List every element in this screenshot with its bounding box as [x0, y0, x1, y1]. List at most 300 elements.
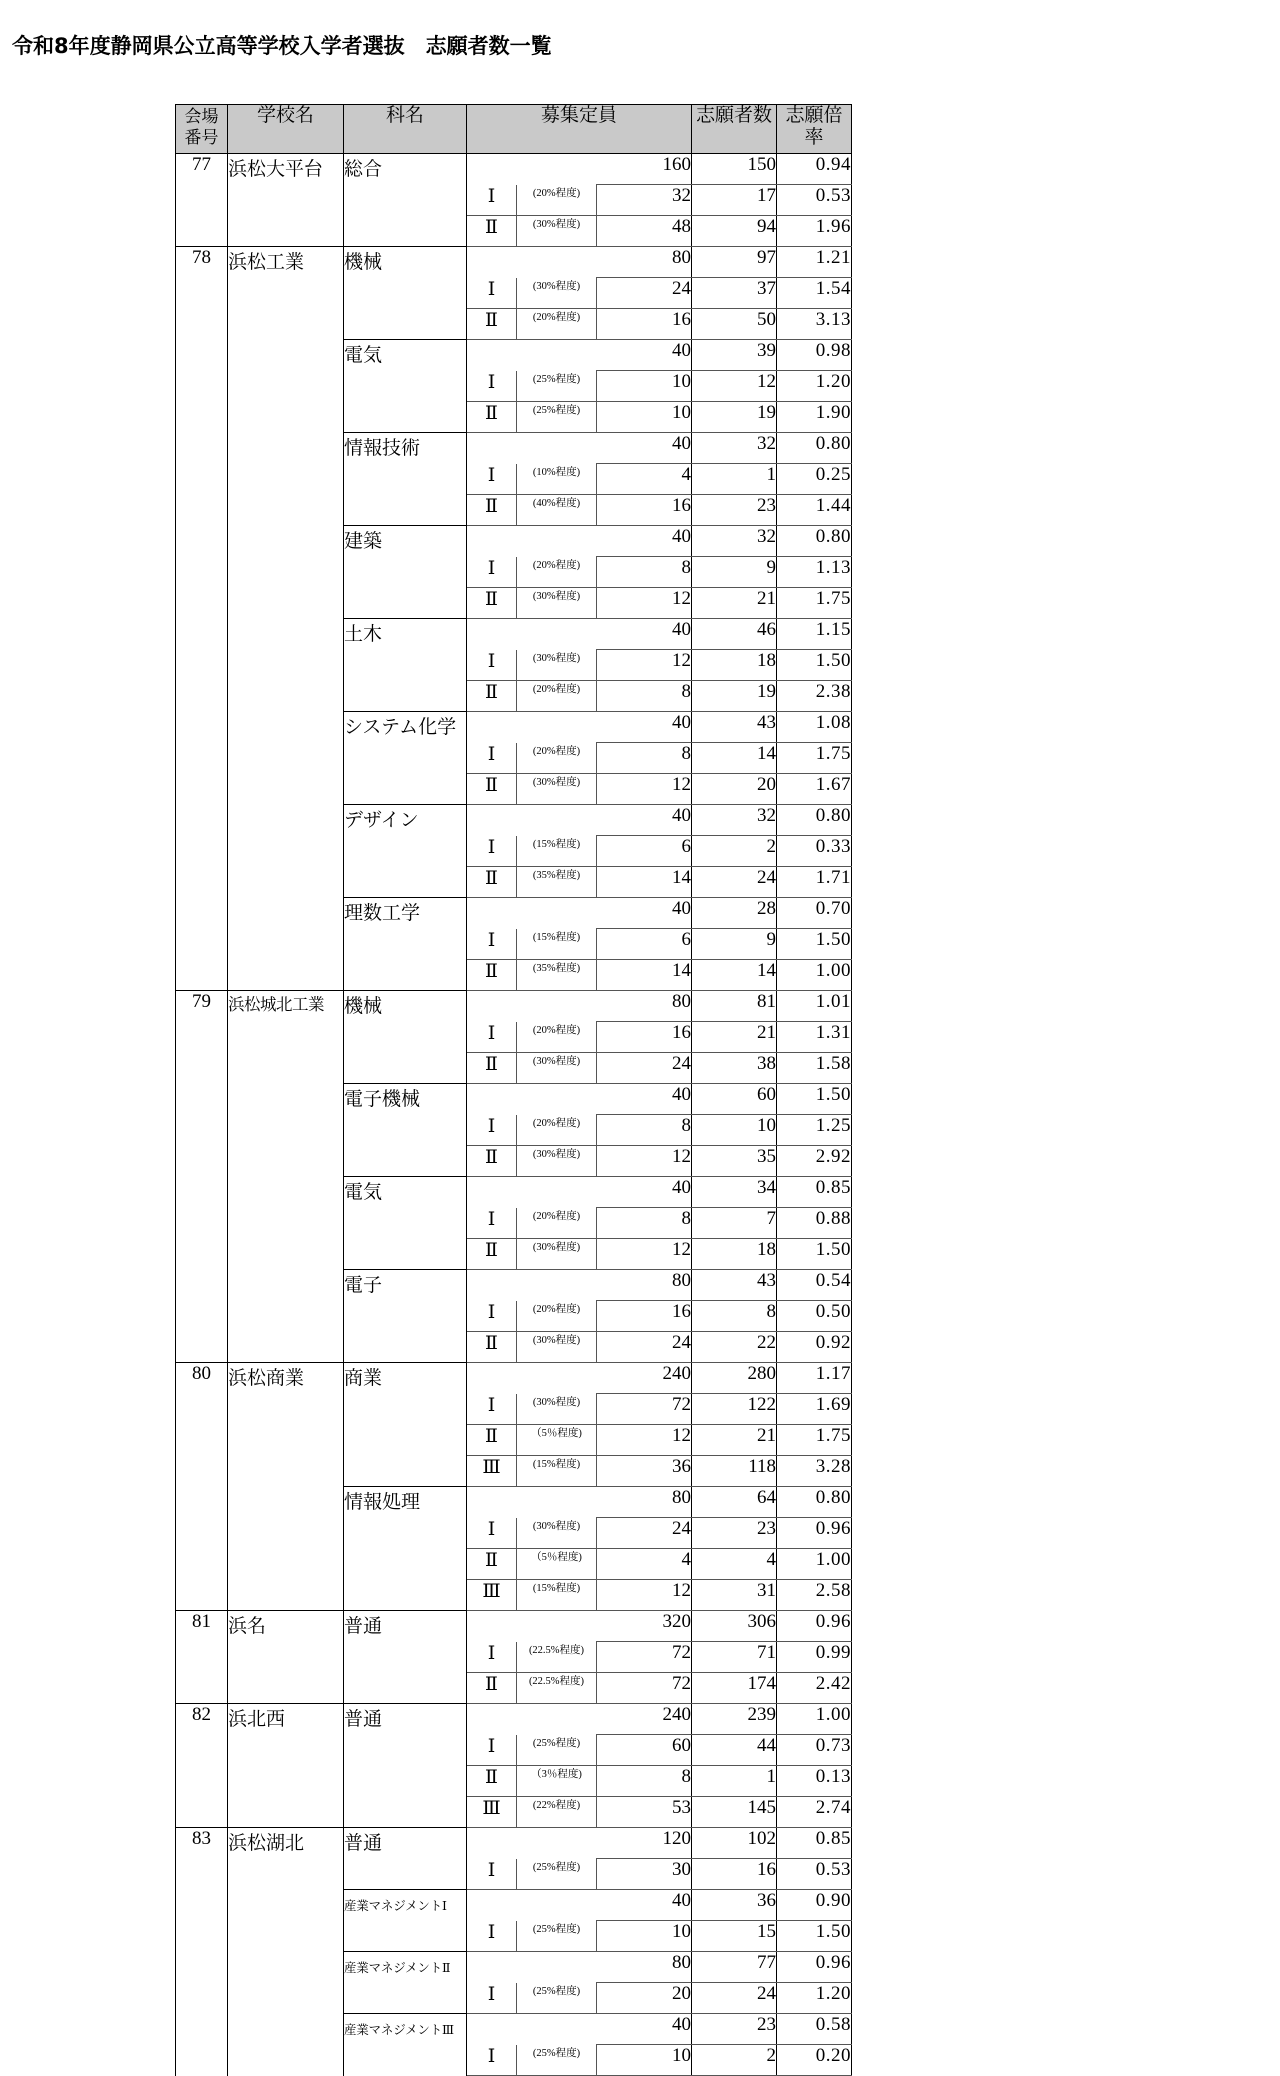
applicants-sub-value: 21	[692, 588, 777, 619]
table-row	[176, 991, 852, 1022]
quota-total-value: 80	[597, 1270, 692, 1301]
ratio-sub-value: 1.31	[777, 1022, 852, 1053]
department-name-cell: 土木	[344, 619, 467, 712]
ratio-sub-value: 1.44	[777, 495, 852, 526]
quota-label-blank	[467, 1611, 597, 1642]
venue-number-cell: 81	[176, 1611, 228, 1704]
applicants-sub-value: 71	[692, 1642, 777, 1673]
selection-percentage-note: (30%程度)	[517, 1239, 597, 1270]
quota-sub-value: 8	[597, 743, 692, 774]
quota-total-value: 240	[597, 1704, 692, 1735]
quota-total-value: 40	[597, 1177, 692, 1208]
table-row	[176, 154, 852, 185]
quota-total-value: 40	[597, 805, 692, 836]
selection-type-roman: Ⅰ	[467, 464, 517, 495]
applicants-total-value: 102	[692, 1828, 777, 1859]
table-row	[176, 247, 852, 278]
quota-sub-value: 8	[597, 557, 692, 588]
applicants-sub-value: 20	[692, 774, 777, 805]
ratio-sub-value: 1.20	[777, 1983, 852, 2014]
applicants-total-value: 39	[692, 340, 777, 371]
selection-type-roman: Ⅱ	[467, 867, 517, 898]
selection-percentage-note: (25%程度)	[517, 1921, 597, 1952]
quota-label-blank	[467, 154, 597, 185]
applicants-sub-value: 24	[692, 867, 777, 898]
selection-type-roman: Ⅰ	[467, 1642, 517, 1673]
quota-sub-value: 6	[597, 929, 692, 960]
selection-percentage-note: (20%程度)	[517, 309, 597, 340]
ratio-total-value: 0.70	[777, 898, 852, 929]
applicants-total-value: 46	[692, 619, 777, 650]
quota-sub-value: 36	[597, 1456, 692, 1487]
quota-sub-value: 8	[597, 1115, 692, 1146]
selection-type-roman: Ⅰ	[467, 1983, 517, 2014]
selection-type-roman: Ⅱ	[467, 1549, 517, 1580]
header-venue-line2: 番号	[184, 128, 219, 148]
department-name-cell: 普通	[344, 1704, 467, 1828]
ratio-sub-value: 0.96	[777, 1518, 852, 1549]
applicants-sub-value: 23	[692, 495, 777, 526]
quota-sub-value: 4	[597, 464, 692, 495]
quota-total-value: 240	[597, 1363, 692, 1394]
quota-sub-value: 72	[597, 1642, 692, 1673]
quota-total-value: 40	[597, 619, 692, 650]
department-name-cell: 情報技術	[344, 433, 467, 526]
selection-percentage-note: (10%程度)	[517, 464, 597, 495]
quota-sub-value: 12	[597, 1146, 692, 1177]
ratio-total-value: 1.08	[777, 712, 852, 743]
department-name-cell: 産業マネジメントⅢ	[344, 2014, 467, 2076]
header-ratio: 志願倍率	[777, 105, 852, 154]
ratio-sub-value: 1.67	[777, 774, 852, 805]
ratio-total-value: 0.80	[777, 526, 852, 557]
applicants-total-value: 81	[692, 991, 777, 1022]
selection-type-roman: Ⅱ	[467, 495, 517, 526]
selection-percentage-note: (15%程度)	[517, 929, 597, 960]
applicants-sub-value: 22	[692, 1332, 777, 1363]
ratio-sub-value: 1.69	[777, 1394, 852, 1425]
applicants-sub-value: 24	[692, 1983, 777, 2014]
selection-type-roman: Ⅲ	[467, 1456, 517, 1487]
ratio-sub-value: 0.99	[777, 1642, 852, 1673]
ratio-total-value: 1.00	[777, 1704, 852, 1735]
table-row	[176, 1611, 852, 1642]
selection-type-roman: Ⅰ	[467, 836, 517, 867]
quota-label-blank	[467, 1270, 597, 1301]
header-school-name: 学校名	[228, 105, 344, 154]
school-name-cell: 浜松湖北	[228, 1828, 344, 2076]
quota-sub-value: 60	[597, 1735, 692, 1766]
quota-label-blank	[467, 526, 597, 557]
ratio-total-value: 1.17	[777, 1363, 852, 1394]
selection-percentage-note: (22.5%程度)	[517, 1642, 597, 1673]
selection-type-roman: Ⅰ	[467, 1208, 517, 1239]
applicants-sub-value: 12	[692, 371, 777, 402]
quota-label-blank	[467, 1487, 597, 1518]
ratio-total-value: 1.15	[777, 619, 852, 650]
applicants-sub-value: 18	[692, 650, 777, 681]
selection-type-roman: Ⅰ	[467, 1115, 517, 1146]
quota-total-value: 40	[597, 712, 692, 743]
selection-type-roman: Ⅰ	[467, 1518, 517, 1549]
quota-sub-value: 24	[597, 278, 692, 309]
quota-sub-value: 20	[597, 1983, 692, 2014]
applicants-total-value: 306	[692, 1611, 777, 1642]
applicants-sub-value: 14	[692, 960, 777, 991]
applicants-sub-value: 19	[692, 402, 777, 433]
ratio-sub-value: 1.13	[777, 557, 852, 588]
ratio-sub-value: 1.00	[777, 960, 852, 991]
ratio-sub-value: 0.20	[777, 2045, 852, 2076]
quota-label-blank	[467, 1704, 597, 1735]
applicants-total-value: 32	[692, 805, 777, 836]
applicants-sub-value: 21	[692, 1022, 777, 1053]
department-name-cell: 情報処理	[344, 1487, 467, 1611]
applicants-sub-value: 37	[692, 278, 777, 309]
quota-sub-value: 12	[597, 588, 692, 619]
selection-percentage-note: (20%程度)	[517, 185, 597, 216]
applicants-sub-value: 118	[692, 1456, 777, 1487]
quota-label-blank	[467, 619, 597, 650]
department-name-cell: 総合	[344, 154, 467, 247]
ratio-sub-value: 0.88	[777, 1208, 852, 1239]
applicants-sub-value: 122	[692, 1394, 777, 1425]
venue-number-cell: 77	[176, 154, 228, 247]
quota-label-blank	[467, 991, 597, 1022]
ratio-sub-value: 1.20	[777, 371, 852, 402]
applicants-sub-value: 38	[692, 1053, 777, 1084]
ratio-sub-value: 1.96	[777, 216, 852, 247]
selection-type-roman: Ⅰ	[467, 1859, 517, 1890]
selection-type-roman: Ⅱ	[467, 960, 517, 991]
selection-percentage-note: (20%程度)	[517, 743, 597, 774]
table-header-row	[176, 105, 852, 154]
selection-percentage-note: (25%程度)	[517, 2045, 597, 2076]
selection-type-roman: Ⅱ	[467, 1239, 517, 1270]
applicants-sub-value: 9	[692, 557, 777, 588]
applicants-sub-value: 9	[692, 929, 777, 960]
quota-sub-value: 10	[597, 371, 692, 402]
quota-sub-value: 12	[597, 1239, 692, 1270]
ratio-total-value: 0.85	[777, 1177, 852, 1208]
table-body	[176, 154, 852, 2076]
ratio-total-value: 0.94	[777, 154, 852, 185]
applicants-total-value: 64	[692, 1487, 777, 1518]
ratio-sub-value: 0.53	[777, 1859, 852, 1890]
applicants-sub-value: 23	[692, 1518, 777, 1549]
selection-percentage-note: (30%程度)	[517, 1053, 597, 1084]
quota-total-value: 40	[597, 1084, 692, 1115]
quota-total-value: 120	[597, 1828, 692, 1859]
selection-type-roman: Ⅱ	[467, 1425, 517, 1456]
school-name-cell: 浜松工業	[228, 247, 344, 991]
selection-percentage-note: (35%程度)	[517, 867, 597, 898]
applicants-total-value: 34	[692, 1177, 777, 1208]
selection-percentage-note: (25%程度)	[517, 1859, 597, 1890]
ratio-sub-value: 0.92	[777, 1332, 852, 1363]
selection-percentage-note: (22.5%程度)	[517, 1673, 597, 1704]
ratio-sub-value: 2.38	[777, 681, 852, 712]
applicants-total-value: 28	[692, 898, 777, 929]
quota-sub-value: 14	[597, 960, 692, 991]
table-row	[176, 1704, 852, 1735]
selection-type-roman: Ⅱ	[467, 681, 517, 712]
ratio-sub-value: 1.50	[777, 929, 852, 960]
applicants-sub-value: 35	[692, 1146, 777, 1177]
quota-total-value: 40	[597, 898, 692, 929]
selection-percentage-note: (25%程度)	[517, 1983, 597, 2014]
quota-total-value: 320	[597, 1611, 692, 1642]
selection-type-roman: Ⅱ	[467, 1673, 517, 1704]
selection-percentage-note: (30%程度)	[517, 1518, 597, 1549]
page-title: 令和8年度静岡県公立高等学校入学者選抜 志願者数一覧	[12, 34, 552, 58]
applicants-total-value: 23	[692, 2014, 777, 2045]
quota-label-blank	[467, 1363, 597, 1394]
quota-total-value: 40	[597, 526, 692, 557]
selection-percentage-note: (30%程度)	[517, 1394, 597, 1425]
selection-percentage-note: (15%程度)	[517, 1580, 597, 1611]
quota-total-value: 80	[597, 1952, 692, 1983]
ratio-total-value: 0.90	[777, 1890, 852, 1921]
selection-type-roman: Ⅱ	[467, 774, 517, 805]
applicants-sub-value: 4	[692, 1549, 777, 1580]
ratio-total-value: 0.80	[777, 1487, 852, 1518]
quota-total-value: 160	[597, 154, 692, 185]
selection-percentage-note: （5％程度)	[517, 1549, 597, 1580]
ratio-sub-value: 1.75	[777, 588, 852, 619]
applicants-sub-value: 19	[692, 681, 777, 712]
applicants-total-value: 150	[692, 154, 777, 185]
applicants-total-value: 239	[692, 1704, 777, 1735]
applicants-sub-value: 94	[692, 216, 777, 247]
applicants-sub-value: 2	[692, 836, 777, 867]
ratio-sub-value: 0.25	[777, 464, 852, 495]
quota-total-value: 80	[597, 991, 692, 1022]
ratio-sub-value: 1.50	[777, 650, 852, 681]
ratio-total-value: 1.21	[777, 247, 852, 278]
applicants-sub-value: 18	[692, 1239, 777, 1270]
selection-type-roman: Ⅲ	[467, 1797, 517, 1828]
school-name-cell: 浜松城北工業	[228, 991, 344, 1363]
applicants-total-value: 43	[692, 1270, 777, 1301]
selection-percentage-note: (35%程度)	[517, 960, 597, 991]
ratio-total-value: 0.96	[777, 1611, 852, 1642]
quota-sub-value: 12	[597, 650, 692, 681]
selection-type-roman: Ⅱ	[467, 1146, 517, 1177]
quota-sub-value: 12	[597, 1425, 692, 1456]
quota-sub-value: 8	[597, 681, 692, 712]
quota-total-value: 40	[597, 1890, 692, 1921]
selection-type-roman: Ⅰ	[467, 1394, 517, 1425]
selection-type-roman: Ⅰ	[467, 371, 517, 402]
table-header	[176, 105, 852, 154]
applicants-sub-value: 14	[692, 743, 777, 774]
selection-type-roman: Ⅱ	[467, 1766, 517, 1797]
applicants-sub-value: 17	[692, 185, 777, 216]
selection-percentage-note: (22%程度)	[517, 1797, 597, 1828]
quota-label-blank	[467, 712, 597, 743]
quota-label-blank	[467, 1828, 597, 1859]
venue-number-cell: 78	[176, 247, 228, 991]
quota-total-value: 40	[597, 340, 692, 371]
department-name-cell: 商業	[344, 1363, 467, 1487]
applicants-sub-value: 1	[692, 464, 777, 495]
selection-percentage-note: (30%程度)	[517, 1332, 597, 1363]
selection-percentage-note: (40%程度)	[517, 495, 597, 526]
quota-label-blank	[467, 247, 597, 278]
applicant-count-table-container	[175, 104, 851, 2076]
ratio-sub-value: 0.13	[777, 1766, 852, 1797]
selection-type-roman: Ⅲ	[467, 1580, 517, 1611]
header-venue-number	[176, 105, 228, 154]
applicants-sub-value: 2	[692, 2045, 777, 2076]
ratio-total-value: 0.80	[777, 433, 852, 464]
quota-sub-value: 12	[597, 1580, 692, 1611]
selection-percentage-note: (20%程度)	[517, 1022, 597, 1053]
applicants-total-value: 280	[692, 1363, 777, 1394]
selection-percentage-note: （3％程度)	[517, 1766, 597, 1797]
department-name-cell: 普通	[344, 1611, 467, 1704]
applicants-sub-value: 16	[692, 1859, 777, 1890]
selection-percentage-note: (25%程度)	[517, 402, 597, 433]
ratio-sub-value: 1.50	[777, 1239, 852, 1270]
selection-type-roman: Ⅱ	[467, 402, 517, 433]
selection-type-roman: Ⅰ	[467, 1301, 517, 1332]
selection-percentage-note: (30%程度)	[517, 588, 597, 619]
quota-total-value: 40	[597, 433, 692, 464]
ratio-total-value: 0.58	[777, 2014, 852, 2045]
quota-sub-value: 14	[597, 867, 692, 898]
ratio-sub-value: 3.13	[777, 309, 852, 340]
quota-sub-value: 4	[597, 1549, 692, 1580]
selection-percentage-note: (20%程度)	[517, 1208, 597, 1239]
applicants-sub-value: 15	[692, 1921, 777, 1952]
ratio-sub-value: 1.58	[777, 1053, 852, 1084]
ratio-sub-value: 1.54	[777, 278, 852, 309]
ratio-sub-value: 0.50	[777, 1301, 852, 1332]
header-venue-line1: 会場	[184, 107, 219, 126]
ratio-sub-value: 1.75	[777, 1425, 852, 1456]
applicants-total-value: 60	[692, 1084, 777, 1115]
department-name-cell: 産業マネジメントⅡ	[344, 1952, 467, 2014]
selection-percentage-note: (30%程度)	[517, 278, 597, 309]
venue-number-cell: 82	[176, 1704, 228, 1828]
applicants-sub-value: 21	[692, 1425, 777, 1456]
applicants-total-value: 32	[692, 433, 777, 464]
quota-sub-value: 24	[597, 1332, 692, 1363]
table-row	[176, 1363, 852, 1394]
ratio-total-value: 0.96	[777, 1952, 852, 1983]
quota-sub-value: 10	[597, 2045, 692, 2076]
selection-percentage-note: (20%程度)	[517, 681, 597, 712]
department-name-cell: デザイン	[344, 805, 467, 898]
selection-percentage-note: (25%程度)	[517, 1735, 597, 1766]
quota-sub-value: 24	[597, 1518, 692, 1549]
applicants-sub-value: 174	[692, 1673, 777, 1704]
ratio-total-value: 1.01	[777, 991, 852, 1022]
selection-type-roman: Ⅰ	[467, 650, 517, 681]
department-name-cell: 電気	[344, 1177, 467, 1270]
ratio-sub-value: 0.53	[777, 185, 852, 216]
selection-type-roman: Ⅰ	[467, 743, 517, 774]
ratio-sub-value: 3.28	[777, 1456, 852, 1487]
ratio-total-value: 0.85	[777, 1828, 852, 1859]
quota-label-blank	[467, 340, 597, 371]
department-name-cell: 産業マネジメントⅠ	[344, 1890, 467, 1952]
ratio-total-value: 0.98	[777, 340, 852, 371]
applicants-sub-value: 7	[692, 1208, 777, 1239]
selection-type-roman: Ⅰ	[467, 1022, 517, 1053]
applicant-count-table	[175, 104, 852, 2076]
selection-percentage-note: (15%程度)	[517, 836, 597, 867]
applicants-sub-value: 10	[692, 1115, 777, 1146]
quota-sub-value: 16	[597, 1301, 692, 1332]
school-name-cell: 浜松大平台	[228, 154, 344, 247]
header-applicants: 志願者数	[692, 105, 777, 154]
selection-percentage-note: (25%程度)	[517, 371, 597, 402]
header-department-name: 科名	[344, 105, 467, 154]
selection-type-roman: Ⅰ	[467, 278, 517, 309]
applicants-sub-value: 44	[692, 1735, 777, 1766]
department-name-cell: システム化学	[344, 712, 467, 805]
department-name-cell: 理数工学	[344, 898, 467, 991]
ratio-sub-value: 0.33	[777, 836, 852, 867]
selection-percentage-note: (15%程度)	[517, 1456, 597, 1487]
department-name-cell: 普通	[344, 1828, 467, 1890]
quota-label-blank	[467, 2014, 597, 2045]
selection-type-roman: Ⅱ	[467, 588, 517, 619]
quota-sub-value: 72	[597, 1394, 692, 1425]
department-name-cell: 建築	[344, 526, 467, 619]
quota-label-blank	[467, 1890, 597, 1921]
quota-sub-value: 16	[597, 1022, 692, 1053]
quota-sub-value: 48	[597, 216, 692, 247]
quota-sub-value: 10	[597, 1921, 692, 1952]
ratio-total-value: 1.50	[777, 1084, 852, 1115]
ratio-sub-value: 2.58	[777, 1580, 852, 1611]
department-name-cell: 機械	[344, 991, 467, 1084]
quota-sub-value: 53	[597, 1797, 692, 1828]
quota-sub-value: 30	[597, 1859, 692, 1890]
quota-sub-value: 24	[597, 1053, 692, 1084]
ratio-sub-value: 1.75	[777, 743, 852, 774]
applicants-sub-value: 31	[692, 1580, 777, 1611]
applicants-total-value: 43	[692, 712, 777, 743]
venue-number-cell: 83	[176, 1828, 228, 2076]
selection-type-roman: Ⅰ	[467, 185, 517, 216]
quota-label-blank	[467, 805, 597, 836]
applicants-total-value: 36	[692, 1890, 777, 1921]
applicants-sub-value: 8	[692, 1301, 777, 1332]
department-name-cell: 電子機械	[344, 1084, 467, 1177]
selection-type-roman: Ⅰ	[467, 1735, 517, 1766]
department-name-cell: 電子	[344, 1270, 467, 1363]
selection-percentage-note: (20%程度)	[517, 557, 597, 588]
quota-sub-value: 72	[597, 1673, 692, 1704]
quota-total-value: 80	[597, 1487, 692, 1518]
selection-percentage-note: (30%程度)	[517, 216, 597, 247]
selection-percentage-note: (30%程度)	[517, 774, 597, 805]
school-name-cell: 浜北西	[228, 1704, 344, 1828]
quota-label-blank	[467, 1084, 597, 1115]
ratio-sub-value: 2.74	[777, 1797, 852, 1828]
ratio-total-value: 0.80	[777, 805, 852, 836]
ratio-sub-value: 1.25	[777, 1115, 852, 1146]
applicants-sub-value: 145	[692, 1797, 777, 1828]
ratio-sub-value: 0.73	[777, 1735, 852, 1766]
ratio-sub-value: 2.42	[777, 1673, 852, 1704]
selection-type-roman: Ⅱ	[467, 216, 517, 247]
